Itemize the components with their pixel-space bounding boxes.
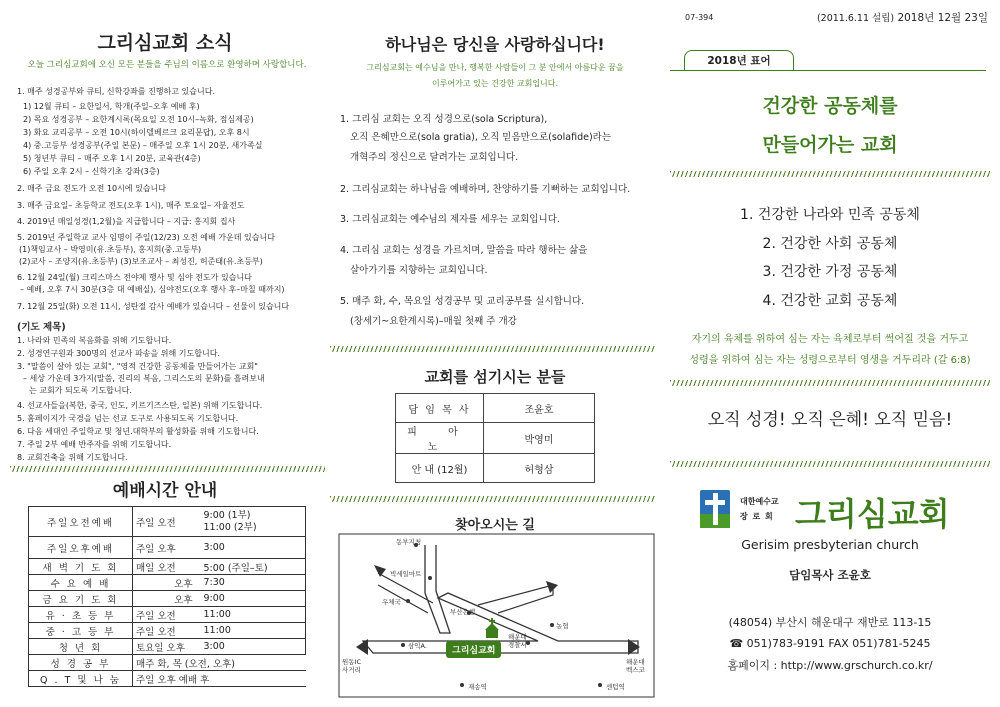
homepage-link[interactable]: 홈페이지 : http://www.grschurch.co.kr/ bbox=[727, 659, 933, 672]
service-name: 중 · 고 등 부 bbox=[29, 623, 133, 639]
staff-role: 담 임 목 사 bbox=[396, 394, 484, 423]
service-times-table bbox=[28, 506, 306, 687]
news-item: 1) 12월 큐티 – 요한일서, 학개(주일–오후 예배 후) bbox=[23, 102, 200, 111]
table-row bbox=[29, 575, 306, 591]
belief-line: 오직 은혜만으로(sola gratia), 오직 믿음만으로(solafide)라는 bbox=[350, 132, 612, 143]
phone-fax: ☎ 051)783-9191 FAX 051)781-5245 bbox=[729, 637, 931, 650]
section-divider bbox=[330, 346, 655, 352]
map-label: 부산은행 bbox=[450, 608, 476, 616]
intro-line: 이루어가고 있는 건강한 교회입니다. bbox=[431, 79, 559, 88]
belief-line: 1. 그리심 교회는 오직 성경으로(sola Scriptura), bbox=[340, 114, 548, 125]
prayer-item: 는 교회가 되도록 기도합니다. bbox=[29, 386, 132, 395]
prayer-item: 2. 성경연구원과 300명의 선교사 파송을 위해 기도합니다. bbox=[17, 349, 220, 358]
prayer-item: 5. 홈페이지가 국경을 넘는 선교 도구로 사용되도록 기도합니다. bbox=[17, 414, 239, 423]
bulletin-date bbox=[817, 10, 988, 25]
prayer-item: 6. 다음 세대인 주일학교 및 청년.대학부의 활성화를 위해 기도합니다. bbox=[17, 427, 259, 436]
section-divider bbox=[330, 496, 655, 502]
staff-role: 안 내 (12월) bbox=[396, 454, 484, 483]
service-time: 11:00 bbox=[201, 607, 306, 623]
belief-line: 4. 그리심 교회는 성경을 가르치며, 말씀을 따라 행하는 삶을 bbox=[340, 245, 588, 256]
service-name: 주일오후예배 bbox=[29, 537, 133, 559]
service-name: 새 벽 기 도 회 bbox=[29, 559, 133, 575]
prayer-item: 8. 교회건축을 위해 기도합니다. bbox=[17, 453, 128, 462]
news-item: 4) 중.고등부 성경공부(주일 본문) – 매주일 오후 1시 20분, 새가족실 bbox=[23, 141, 263, 150]
prayer-item: 1. 나라와 민족의 복음화를 위해 기도합니다. bbox=[17, 336, 172, 345]
staff-role: 피 아 노 bbox=[396, 423, 484, 454]
news-item: (2)교사 – 조양지(유.초등부) (3)보조교사 – 최성진, 허준태(유.초등부) bbox=[19, 257, 263, 266]
table-row bbox=[29, 639, 306, 655]
motto-line: 만들어가는 교회 bbox=[762, 134, 898, 156]
news-title: 그리심교회 소식 bbox=[97, 32, 233, 54]
service-day: 매주 화, 목 (오전, 오후) bbox=[133, 655, 306, 671]
map-label: 해운대 경찰서 bbox=[508, 633, 527, 649]
map-label: 빅세일마트 bbox=[390, 570, 422, 578]
table-row bbox=[396, 454, 595, 483]
verse-line: 성령을 위하여 심는 자는 성령으로부터 영생을 거두리라 (갈 6:8) bbox=[689, 355, 971, 366]
service-name: 청 년 회 bbox=[29, 639, 133, 655]
service-name: Q . T 및 나 눔 bbox=[29, 671, 133, 687]
news-item: 7. 12월 25일(화) 오전 11시, 성탄절 감사 예배가 있습니다 – 선물이 있습니다 bbox=[17, 302, 290, 311]
service-name: 성 경 공 부 bbox=[29, 655, 133, 671]
map-roads bbox=[338, 533, 655, 698]
staff-name: 조윤호 bbox=[484, 394, 595, 423]
news-item: 4. 2019년 매일성경(1,2월)을 지급합니다 – 지급: 홍지회 집사 bbox=[17, 217, 236, 226]
service-name: 수 요 예 배 bbox=[29, 575, 133, 591]
news-item: (1)책임교사 – 박영미(유.초등부), 홍지희(중.고등부) bbox=[19, 245, 202, 254]
service-time: 11:00 bbox=[201, 623, 306, 639]
map-label: 재송역 bbox=[468, 683, 487, 691]
denomination-line: 대한예수교 bbox=[740, 497, 779, 506]
table-row bbox=[29, 507, 306, 537]
staff-name: 허형삼 bbox=[484, 454, 595, 483]
love-title: 하나님은 당신을 사랑하십니다! bbox=[385, 35, 605, 54]
service-time: 7:30 bbox=[201, 575, 306, 591]
map-title: 찾아오시는 길 bbox=[455, 518, 535, 533]
senior-pastor: 담임목사 조윤호 bbox=[789, 568, 871, 582]
section-divider bbox=[670, 171, 990, 177]
section-divider bbox=[670, 461, 990, 467]
map-label: 우체국 bbox=[382, 598, 401, 606]
news-item: – 예배, 오후 7시 30분(3층 대 예배실), 심야전도(오후 행사 후–마칠 때까지) bbox=[20, 285, 285, 294]
cover-panel bbox=[660, 0, 1000, 707]
goal-item: 3. 건강한 가정 공동체 bbox=[762, 264, 898, 280]
prayer-item: 3. "말씀이 살아 있는 교회", "영적 건강한 공동체를 만들어가는 교회" bbox=[17, 362, 258, 371]
bulletin-code: 07-394 bbox=[685, 13, 714, 22]
news-item: 3. 매주 금요일– 초등학교 전도(오후 1시), 매주 토요일– 자율전도 bbox=[17, 201, 245, 210]
news-item: 1. 매주 성경공부와 큐티, 신학강좌를 진행하고 있습니다. bbox=[17, 87, 215, 96]
goal-item: 2. 건강한 사회 공동체 bbox=[762, 236, 898, 252]
section-divider bbox=[670, 380, 990, 386]
staff-name: 박영미 bbox=[484, 423, 595, 454]
verse-line: 자기의 육체를 위하여 심는 자는 육체로부터 썩어질 것을 거두고 bbox=[691, 334, 969, 345]
map-label: 센텀역 bbox=[606, 683, 625, 691]
service-times-title: 예배시간 안내 bbox=[112, 481, 218, 501]
map-label: 농협 bbox=[556, 622, 569, 630]
table-row bbox=[29, 623, 306, 639]
table-row bbox=[29, 591, 306, 607]
news-item: 3) 화요 교리공부 – 오전 10시(하이델베르크 요리문답), 오후 8시 bbox=[23, 128, 250, 137]
table-row bbox=[396, 423, 595, 454]
church-english-name: Gerisim presbyterian church bbox=[741, 537, 919, 552]
service-day: 오후 bbox=[133, 591, 201, 607]
denomination bbox=[740, 494, 779, 524]
service-day: 주일 오후 예배 후 bbox=[133, 671, 306, 687]
slogan: 오직 성경! 오직 은혜! 오직 믿음! bbox=[707, 410, 953, 430]
table-row bbox=[396, 394, 595, 423]
belief-line: 살아가기를 지향하는 교회입니다. bbox=[350, 265, 488, 276]
table-row bbox=[29, 655, 306, 671]
news-item: 5) 청년부 큐티 – 매주 오후 1시 20분, 교육관(4층) bbox=[23, 154, 201, 163]
service-day: 오후 bbox=[133, 575, 201, 591]
motto-tab: 2018년 표어 bbox=[684, 50, 794, 71]
service-time: 5:00 (주일–토) bbox=[201, 559, 306, 575]
goal-item: 1. 건강한 나라와 민족 공동체 bbox=[740, 207, 920, 223]
map-label: 해운대 벡스코 bbox=[626, 658, 645, 674]
founded-date: (2011.6.11 설립) bbox=[816, 13, 895, 24]
table-row bbox=[29, 671, 306, 687]
map-label: 원동IC 사거리 bbox=[342, 658, 362, 674]
staff-title: 교회를 섬기시는 분들 bbox=[424, 368, 566, 386]
service-time: 3:00 bbox=[201, 537, 306, 559]
location-map bbox=[338, 533, 655, 698]
section-divider bbox=[10, 466, 325, 472]
belief-line: 5. 매주 화, 수, 목요일 성경공부 및 교리공부를 실시합니다. bbox=[340, 296, 585, 307]
service-name: 금 요 기 도 회 bbox=[29, 591, 133, 607]
news-item: 2) 목요 성경공부 – 요한계시록(목요일 오전 10시–녹화, 점심제공) bbox=[23, 115, 254, 124]
table-row bbox=[29, 607, 306, 623]
service-time: 9:00 (1부) 11:00 (2부) bbox=[201, 507, 306, 537]
address: (48054) 부산시 해운대구 재반로 113-15 bbox=[728, 616, 932, 629]
service-day: 주일 오후 bbox=[133, 537, 201, 559]
service-day: 주일 오전 bbox=[133, 607, 201, 623]
intro-panel bbox=[330, 0, 660, 707]
service-day: 토요일 오후 bbox=[133, 639, 201, 655]
service-time: 3:00 bbox=[201, 639, 306, 655]
intro-line: 그리심교회는 예수님을 만나, 행복한 사람들이 그 분 안에서 아름다운 꿈을 bbox=[366, 63, 624, 72]
map-label: 삼익A. bbox=[408, 642, 427, 650]
service-day: 매일 오전 bbox=[133, 559, 201, 575]
service-name: 유 · 초 등 부 bbox=[29, 607, 133, 623]
service-name: 주일오전예배 bbox=[29, 507, 133, 537]
news-item: 5. 2019년 주일학교 교사 임명이 주일(12/23) 오전 예배 가운데 있습니다 bbox=[17, 233, 275, 242]
belief-line: (창세기~요한계시록)–매월 첫째 주 개강 bbox=[350, 316, 517, 327]
belief-line: 3. 그리심교회는 예수님의 제자를 세우는 교회입니다. bbox=[340, 214, 560, 225]
church-name: 그리심교회 bbox=[795, 495, 950, 533]
prayer-item: 4. 선교사들을(복한, 중국, 인도, 키르기즈스탄, 일본) 위해 기도합니다. bbox=[17, 401, 263, 410]
service-time: 9:00 bbox=[201, 591, 306, 607]
church-logo-icon bbox=[700, 490, 730, 528]
prayer-item: 7. 주일 2부 예배 반주자를 위해 기도합니다. bbox=[17, 440, 172, 449]
service-day: 주일 오전 bbox=[133, 623, 201, 639]
news-item: 6. 12월 24일(월) 크리스마스 전야제 행사 및 심야 전도가 있습니다 bbox=[17, 273, 252, 282]
service-day: 주일 오전 bbox=[133, 507, 201, 537]
motto-line: 건강한 공동체를 bbox=[762, 95, 898, 117]
prayer-item: – 세상 가운데 3가지(말씀, 진리의 복음, 그리스도의 문화)를 흘려보내 bbox=[23, 374, 265, 383]
news-item: 2. 매주 금요 전도가 오전 10시에 있습니다 bbox=[17, 184, 166, 193]
map-label: 동부지청 bbox=[396, 538, 422, 546]
news-panel bbox=[0, 0, 330, 707]
news-item: 6) 주일 오후 2시 – 신학기초 강좌(3층) bbox=[23, 167, 160, 176]
belief-line: 개혁주의 정신으로 달려가는 교회입니다. bbox=[350, 152, 519, 163]
goal-item: 4. 건강한 교회 공동체 bbox=[762, 293, 898, 309]
denomination-line: 장 로 회 bbox=[740, 512, 774, 521]
issue-date: 2018년 12월 23일 bbox=[897, 12, 988, 24]
table-row bbox=[29, 559, 306, 575]
table-row bbox=[29, 537, 306, 559]
welcome-text: 오늘 그리심교회에 오신 모든 분들을 주님의 이름으로 환영하며 사랑합니다. bbox=[27, 60, 307, 70]
staff-table bbox=[395, 393, 595, 483]
belief-line: 2. 그리심교회는 하나님을 예배하며, 찬양하기를 기뻐하는 교회입니다. bbox=[340, 184, 631, 195]
prayer-title: (기도 제목) bbox=[17, 322, 66, 333]
motto-rule bbox=[670, 70, 986, 71]
map-church-label: 그리심교회 bbox=[446, 641, 501, 658]
